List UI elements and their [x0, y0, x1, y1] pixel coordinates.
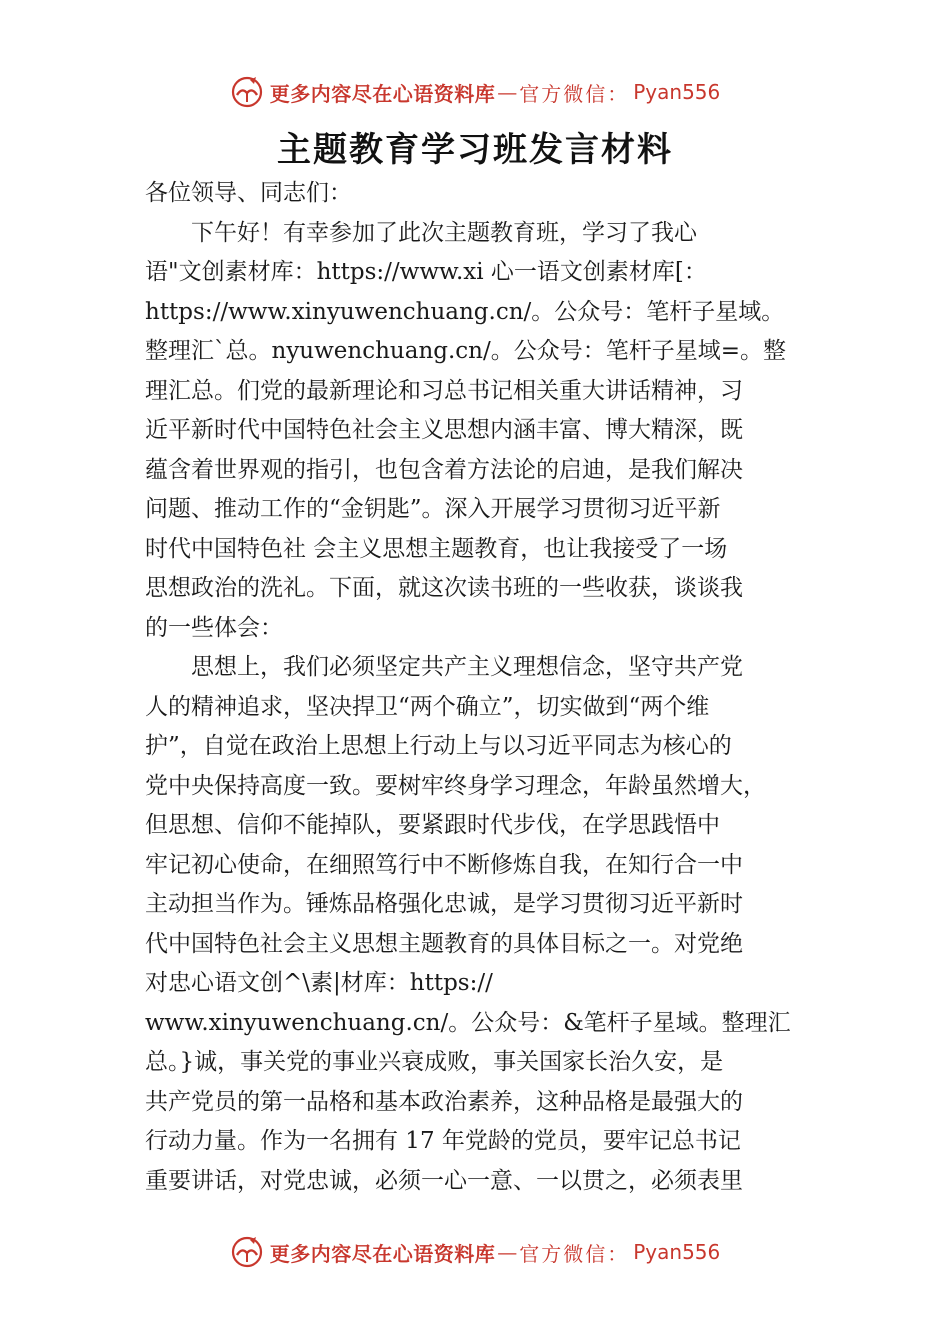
text-line: 护”，自觉在政治上思想上行动上与以习近平同志为核心的: [145, 733, 732, 759]
banner-wechat-label: 官方微信：: [519, 1241, 630, 1266]
text-line: 思想上，我们必须坚定共产主义理想信念，坚守共产党: [145, 654, 743, 680]
footer-banner: [0, 1232, 950, 1272]
text-line: 人的精神追求，坚决捍卫“两个确立”，切实做到“两个维: [145, 693, 710, 720]
banner-text: 更多内容尽在心语资料库: [269, 1241, 496, 1266]
text-line: 语"文创素材库：https://www.xi 心一语文创素材库[：: [145, 259, 707, 285]
text-line: 总。}诚，事关党的事业兴衰成败，事关国家长治久安，是: [145, 1049, 724, 1075]
text-line: 行动力量。作为一名拥有 17 年党龄的党员，要牢记总书记: [145, 1128, 741, 1154]
text-line: 各位领导、同志们：: [145, 180, 352, 206]
banner-wechat-label: 官方微信：: [519, 81, 630, 106]
banner-separator: —: [497, 80, 518, 104]
text-line: https://www.xinyuwenchuang.cn/。公众号：笔杆子星域。: [145, 298, 785, 325]
text-line: 共产党员的第一品格和基本政治素养，这种品格是最强大的: [145, 1088, 743, 1115]
text-line: 理汇总。们党的最新理论和习总书记相关重大讲话精神，习: [145, 377, 743, 404]
book-logo-icon: [230, 1235, 264, 1269]
text-line: 蕴含着世界观的指引，也包含着方法论的启迪，是我们解决: [145, 456, 743, 483]
text-line: 牢记初心使命，在细照笃行中不断修炼自我，在知行合一中: [145, 851, 743, 878]
text-line: 的一些体会：: [145, 614, 283, 641]
text-line: 代中国特色社会主义思想主题教育的具体目标之一。对党绝: [145, 930, 743, 957]
text-line: 对忠心语文创^\素|材库：https://: [145, 970, 493, 996]
text-line: 党中央保持高度一致。要树牢终身学习理念，年龄虽然增大，: [145, 772, 766, 799]
text-line: 重要讲话，对党忠诚，必须一心一意、一以贯之，必须表里: [145, 1167, 743, 1194]
text-line: 下午好！有幸参加了此次主题教育班，学习了我心: [145, 219, 697, 246]
text-line: 时代中国特色社 会主义思想主题教育，也让我接受了一场: [145, 535, 728, 562]
text-line: 主动担当作为。锤炼品格强化忠诚，是学习贯彻习近平新时: [145, 891, 743, 917]
text-line: 思想政治的洗礼。下面，就这次读书班的一些收获，谈谈我: [145, 575, 743, 601]
text-line: 近平新时代中国特色社会主义思想内涵丰富、博大精深，既: [145, 417, 743, 443]
text-line: 整理汇`总。nyuwenchuang.cn/。公众号：笔杆子星域=。整: [145, 338, 787, 364]
document-title: 主题教育学习班发言材料: [277, 130, 673, 170]
banner-wechat-id: Pyan556: [633, 80, 721, 104]
text-line: 但思想、信仰不能掉队，要紧跟时代步伐，在学思践悟中: [145, 812, 720, 838]
text-line: 问题、推动工作的“金钥匙”。深入开展学习贯彻习近平新: [145, 496, 721, 522]
banner-text: 更多内容尽在心语资料库: [269, 81, 496, 106]
banner-separator: —: [497, 1240, 518, 1264]
book-logo-icon: [230, 75, 264, 109]
banner-wechat-id: Pyan556: [633, 1240, 721, 1264]
text-line: www.xinyuwenchuang.cn/。公众号：&笔杆子星域。整理汇: [145, 1009, 791, 1036]
header-banner: [0, 72, 950, 112]
